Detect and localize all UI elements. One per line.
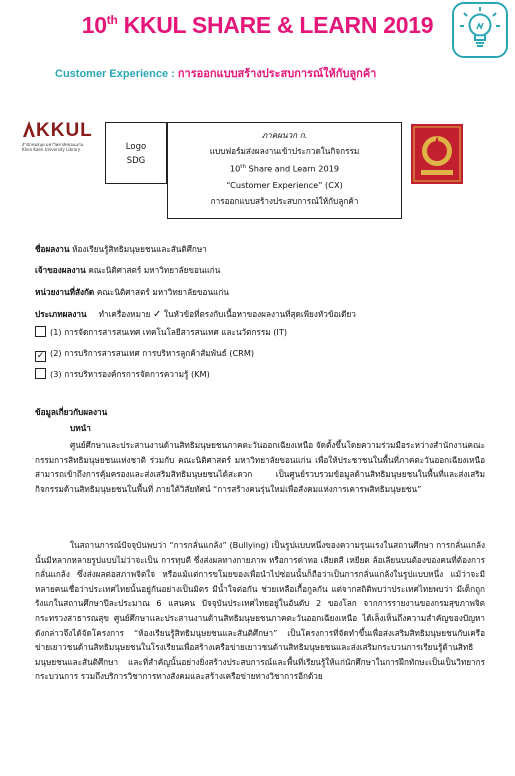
work-owner-row: เจ้าของผลงาน คณะนิติศาสตร์ มหาวิทยาลัยขอนแก่น <box>35 265 221 275</box>
checkbox-3[interactable] <box>35 368 46 379</box>
intro-title: บทนำ <box>70 423 91 433</box>
work-title-row: ชื่อผลงาน ห้องเรียนรู้สิทธิมนุษยชนและสันติศึกษา <box>35 244 207 254</box>
checkbox-1[interactable] <box>35 326 46 337</box>
banner-title: 10th KKUL SHARE & LEARN 2019 <box>81 12 434 38</box>
checkbox-2[interactable]: ✓ <box>36 351 45 361</box>
section-title: ข้อมูลเกี่ยวกับผลงาน <box>35 407 108 417</box>
work-type-row: ประเภทผลงาน ทำเครื่องหมาย ✓ ในหัวข้อที่ตรงกับเนื้อหาของผลงานที่สุดเพียงหัวข้อเดียว <box>35 309 356 320</box>
kkul-emblem-icon <box>22 120 36 138</box>
option-1[interactable]: (1) การจัดการสารสนเทศ เทคโนโลยีสารสนเทศ และนวัตกรรม (IT) <box>35 326 287 339</box>
banner-subtitle: Customer Experience : การออกแบบสร้างประสบการณ์ให้กับลูกค้า <box>55 68 377 80</box>
option-3[interactable]: (3) การบริหารองค์กรการจัดการความรู้ (KM) <box>35 368 210 381</box>
affiliated-unit-row: หน่วยงานที่สังกัด คณะนิติศาสตร์ มหาวิทยาลัยขอนแก่น <box>35 287 229 297</box>
option-2[interactable]: ✓ (2) การบริการสารสนเทศ การบริหารลูกค้าสัมพันธ์ (CRM) <box>36 348 255 361</box>
university-emblem-icon <box>411 124 463 184</box>
logo-sdg-placeholder: Logo SDG <box>105 122 167 184</box>
intro-paragraph-1: ศูนย์ศึกษาและประสานงานด้านสิทธิมนุษยชนภาคตะวันออกเฉียงเหนือ จัดตั้งขึ้นโดยความร่วมมือระหว่างสำนักงานคณะกรรมการสิทธิมนุษยชนแห่งชาติ ร่วมกับ คณะนิติศาสตร์ มหาวิทยาลัยขอนแก่น เพื่อให้ประชาชนในพื้นที่ภาคตะวันออกเฉียงเหนือสามารถเข้าถึงการคุ้มครองและส่งเสริมสิทธิมนุษยชนได้สะดวก เป็นศูนย์รวบรวมข้อมูลด้านสิทธิมนุษยชนในพื้นที่และส่งเสริมกิจกรรมด้านสิทธิมนุษยชนในพื้นที่ ภายใต้วิสัยทัศน์ “การสร้างคนรุ่นใหม่เพื่อสังคมแห่งการเคารพสิทธิมนุษยชน” <box>35 440 485 494</box>
check-mark-icon: ✓ <box>152 309 162 320</box>
kkul-logo: KKUL สำนักหอสมุด มหาวิทยาลัยขอนแก่น Khon Kaen University Library <box>22 120 93 152</box>
intro-paragraph-2: ในสถานการณ์ปัจจุบันพบว่า “การกลั่นแกล้ง” (Bullying) เป็นรูปแบบหนึ่งของความรุนแรงในสถานศึกษา การกลั่นแกล้งนั้นมีหลากหลายรูปแบบไม่ว่าจะเป็น การทุบตี ซึ่งส่งผลทางกายภาพ หรือการด่าทอ เสียดสี เหยียด ล้อเลียนบนต้องของคนที่ต้องการกลั่นแกล้ง ซึ่งส่งผลต่อสภาพจิตใจ หรือแม้แต่การขโมยของเพื่อนำไปซ่อนนั้นก็ถือว่าเป็นการกลั่นแกล้งในรูปแบบหนึ่ง แม้ว่าจะมีหลายคนเชื่อว่าประเทศไทยนั้นอยู่กันอย่างเป็นมิตร มีน้ำใจต่อกัน ช่วยเหลือเกื้อกูลกัน แต่จากสถิติพบว่าประเทศไทยพบว่า มีเด็กถูกรังแกในสถานศึกษาปีละประมาณ 6 แสนคน ปัจจุบันประเทศไทยอยู่ในอันดับ 2 ของโลก จากการรายงานของกรมสุขภาพจิต กระทรวงสาธารณสุข ศูนย์ศึกษาและประสานงานด้านสิทธิมนุษยชนภาคตะวันออกเฉียงเหนือ ได้เล็งเห็นถึงความสำคัญของปัญหาดังกล่าวจึงได้จัดโครงการ “ห้องเรียนรู้สิทธิมนุษยชนและสันติศึกษา” เป็นโครงการที่จัดทำขึ้นเพื่อส่งเสริมสิทธิมนุษยชนกับเครือข่ายเยาวชนด้านสิทธิมนุษยชนในโรงเรียนเพื่อสร้างเครือข่ายเยาวชนด้านสิทธิมนุษยชนและส่งเสริมกระบวนการเรียนรู้ด้านสิทธิมนุษยชนและสันติศึกษา และที่สำคัญนั้นอย่างยิ่งสร้างประสบการณ์และพื้นที่เรียนรู้ให้แก่นักศึกษาในการฝึกทักษะเป็นเป็นวิทยากรกระบวนการ รวมถึงบริการวิชาการทางสังคมและสร้างเครือข่ายทางวิชาการอีกด้วย <box>35 540 485 682</box>
form-header-box: ภาคผนวก ก. แบบฟอร์มส่งผลงานเข้าประกวดในกิจกรรม 10th Share and Learn 2019 “Customer Experience” (CX) การออกแบบสร้างประสบการณ์ให้กับลูกค้า <box>167 122 402 219</box>
lightbulb-icon <box>452 2 508 58</box>
